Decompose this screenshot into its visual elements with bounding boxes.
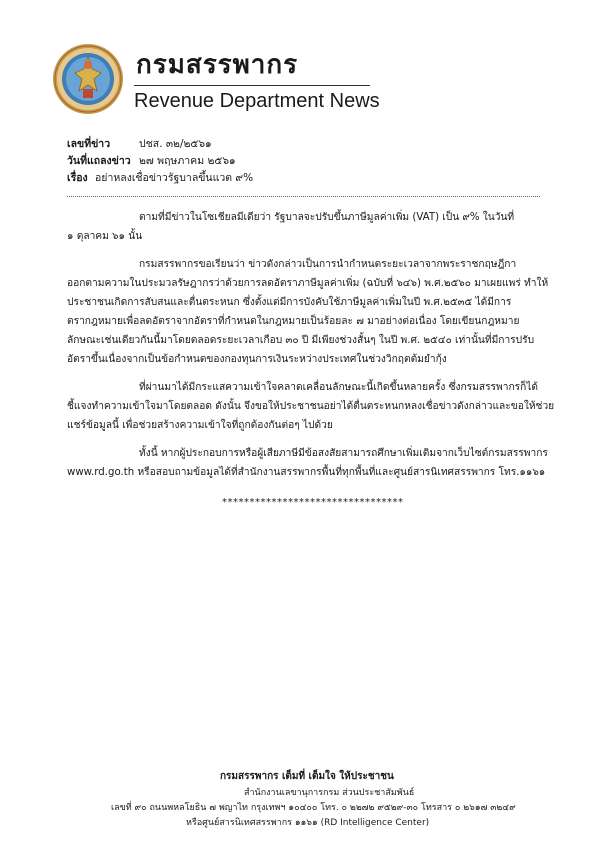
news-number-value: ปชส. ๓๒/๒๕๖๑	[139, 138, 212, 150]
paragraph-2-line-5: ลักษณะเช่นเดียวกันนี้มาโดยตลอดระยะเวลาเกือบ ๓๐ ปี มีเพียงช่วงสั้นๆ ในปี พ.ศ. ๒๕๔๐ เท่านั้นที่มีการปรับ	[67, 335, 535, 346]
dotted-divider	[67, 196, 540, 197]
footer-call-center: หรือศูนย์สารนิเทศสรรพากร ๑๑๖๑ (RD Intelligence Center)	[186, 818, 430, 828]
header-divider	[134, 85, 370, 86]
paragraph-2-line-3: ประชาชนเกิดการสับสนและตื่นตระหนก ซึ่งตั้งแต่มีการบังคับใช้ภาษีมูลค่าเพิ่มในปี พ.ศ.๒๕๓๕ ได้มีการ	[67, 297, 512, 308]
date-label: วันที่แถลงข่าว	[67, 155, 131, 167]
meta-news-number-row	[67, 135, 212, 152]
news-number-label: เลขที่ข่าว	[67, 138, 111, 150]
paragraph-3-line-1: ที่ผ่านมาได้มีกระแสความเข้าใจคลาดเคลื่อนลักษณะนี้เกิดขึ้นหลายครั้ง ซึ่งกรมสรรพากรก็ได้	[139, 382, 538, 393]
paragraph-3-line-3: แชร์ข้อมูลนี้ เพื่อช่วยสร้างความเข้าใจที่ถูกต้องกันต่อๆ ไปด้วย	[67, 420, 333, 431]
paragraph-2-line-1: กรมสรรพากรขอเรียนว่า ข่าวดังกล่าวเป็นการนำกำหนดระยะเวลาจากพระราชกฤษฎีกา	[139, 259, 517, 270]
paragraph-4-line-1: ทั้งนี้ หากผู้ประกอบการหรือผู้เสียภาษีมีข้อสงสัยสามารถศึกษาเพิ่มเติมจากเว็บไซต์กรมสรรพากร	[139, 448, 548, 459]
date-value: ๒๗ พฤษภาคม ๒๕๖๑	[139, 155, 236, 167]
paragraph-4-line-2: www.rd.go.th หรือสอบถามข้อมูลได้ที่สำนักงานสรรพากรพื้นที่ทุกพื้นที่และศูนย์สารนิเทศสรรพากร โทร.๑๑๖๑	[67, 467, 546, 478]
subject-value: อย่าหลงเชื่อข่าวรัฐบาลขึ้นแวต ๙%	[95, 172, 254, 184]
paragraph-1-line-1: ตามที่มีข่าวในโซเชียลมีเดียว่า รัฐบาลจะปรับขึ้นภาษีมูลค่าเพิ่ม (VAT) เป็น ๙% ในวันที่	[139, 212, 515, 223]
revenue-department-seal-icon	[52, 43, 124, 115]
paragraph-1-line-2: ๑ ตุลาคม ๖๑ นั้น	[67, 231, 143, 242]
paragraph-2-line-6: อัตราขึ้นเนื่องจากเป็นข้อกำหนดของกองทุนการเงินระหว่างประเทศในช่วงวิกฤตต้มยำกุ้ง	[67, 354, 447, 365]
paragraph-2-line-4: ตรากฎหมายเพื่อลดอัตราจากอัตราที่กำหนดในกฎหมายเป็นร้อยละ ๗ มาอย่างต่อเนื่อง โดยเขียนกฎหมาย	[67, 316, 520, 327]
subject-label: เรื่อง	[67, 172, 88, 184]
footer-office: สำนักงานเลขานุการกรม ส่วนประชาสัมพันธ์	[244, 788, 415, 798]
header-title-english: Revenue Department News	[134, 90, 380, 112]
end-of-text-separator: *********************************	[222, 497, 404, 508]
footer-address: เลขที่ ๙๐ ถนนพหลโยธิน ๗ พญาไท กรุงเทพฯ ๑๐๔๐๐ โทร. ๐ ๒๒๗๒ ๙๕๒๙-๓๐ โทรสาร ๐ ๒๖๑๗ ๓๒๔๙	[111, 803, 516, 813]
paragraph-2-line-2: ออกตามความในประมวลรัษฎากรว่าด้วยการลดอัตราภาษีมูลค่าเพิ่ม (ฉบับที่ ๖๔๖) พ.ศ.๒๕๖๐ มาเผยแพร่ ทำให้	[67, 278, 549, 289]
header-title-thai: กรมสรรพากร	[136, 50, 299, 80]
meta-subject-row	[67, 169, 253, 186]
footer-slogan: กรมสรรพากร เต็มที่ เต็มใจ ให้ประชาชน	[220, 771, 394, 782]
paragraph-3-line-2: ชี้แจงทำความเข้าใจมาโดยตลอด ดังนั้น จึงขอให้ประชาชนอย่าได้ตื่นตระหนกหลงเชื่อข่าวดังกล่าวและขอให้ช่วย	[67, 401, 555, 412]
meta-date-row	[67, 152, 236, 169]
